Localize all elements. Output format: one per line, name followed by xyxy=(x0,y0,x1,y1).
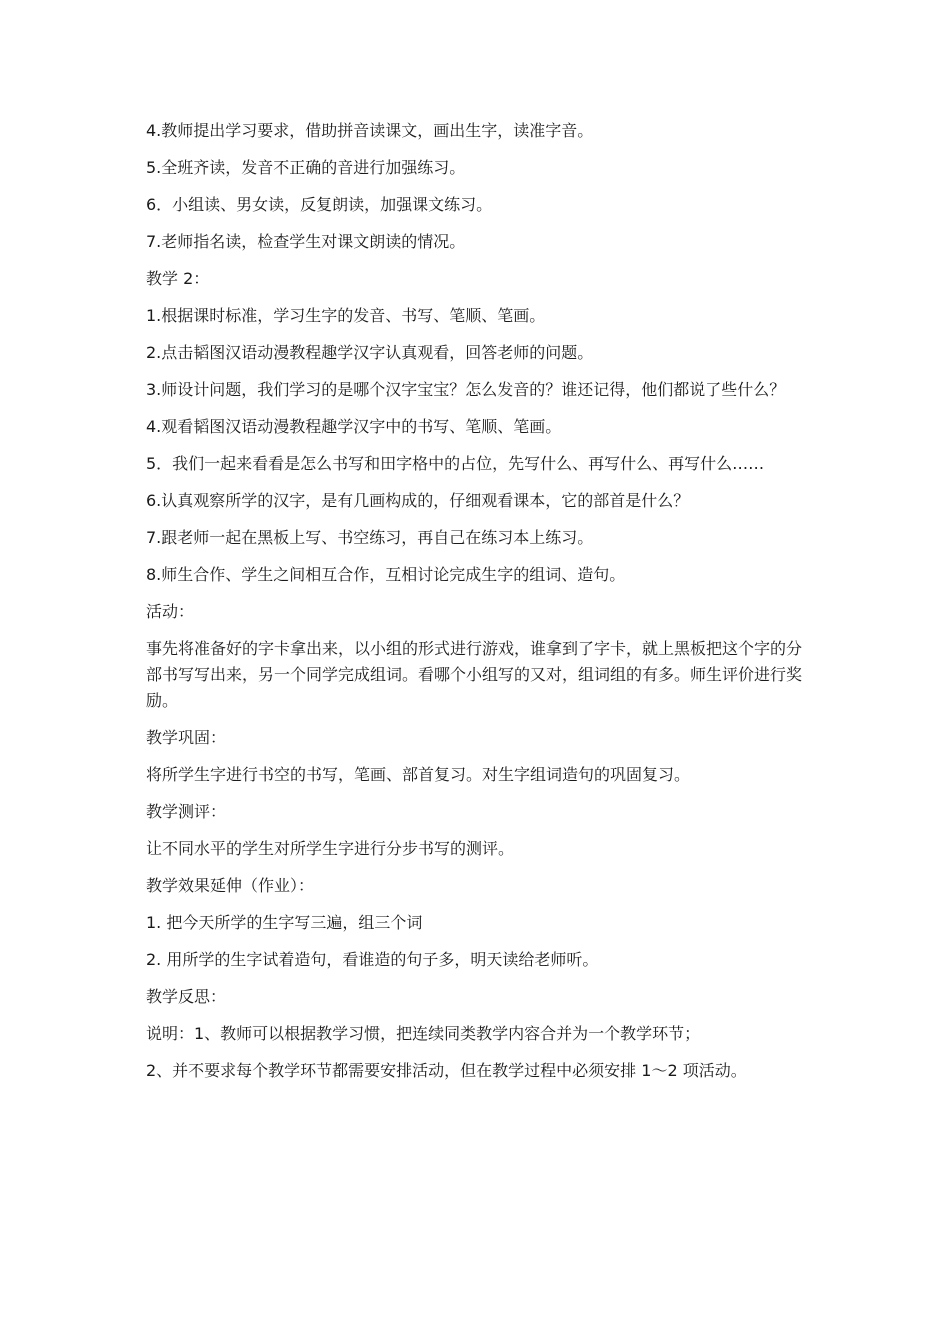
paragraph-note-2: 2、并不要求每个教学环节都需要安排活动，但在教学过程中必须安排 1～2 项活动。 xyxy=(146,1061,747,1080)
paragraph-step-4: 4.教师提出学习要求，借助拼音读课文，画出生字，读准字音。 xyxy=(146,121,594,140)
paragraph-t2-step-3: 3.师设计问题，我们学习的是哪个汉字宝宝？怎么发音的？谁还记得，他们都说了些什么？ xyxy=(146,380,786,399)
section-heading-teaching-2: 教学 2： xyxy=(146,269,210,288)
paragraph-step-7: 7.老师指名读，检查学生对课文朗读的情况。 xyxy=(146,232,466,251)
paragraph-note-1: 说明：1、教师可以根据教学习惯，把连续同类教学内容合并为一个教学环节； xyxy=(146,1024,701,1043)
paragraph-step-6: 6．小组读、男女读，反复朗读，加强课文练习。 xyxy=(146,195,493,214)
paragraph-t2-step-1: 1.根据课时标准，学习生字的发音、书写、笔顺、笔画。 xyxy=(146,306,546,325)
paragraph-t2-step-2: 2.点击韬图汉语动漫教程趣学汉字认真观看，回答老师的问题。 xyxy=(146,343,594,362)
paragraph-homework-2: 2. 用所学的生字试着造句，看谁造的句子多，明天读给老师听。 xyxy=(146,950,599,969)
section-heading-reflection: 教学反思： xyxy=(146,987,227,1006)
section-heading-homework: 教学效果延伸（作业）： xyxy=(146,876,315,895)
paragraph-t2-step-4: 4.观看韬图汉语动漫教程趣学汉字中的书写、笔顺、笔画。 xyxy=(146,417,562,436)
paragraph-step-5: 5.全班齐读，发音不正确的音进行加强练习。 xyxy=(146,158,466,177)
paragraph-consolidation: 将所学生字进行书空的书写，笔画、部首复习。对生字组词造句的巩固复习。 xyxy=(146,765,691,784)
section-heading-activity: 活动： xyxy=(146,602,195,621)
paragraph-homework-1: 1. 把今天所学的生字写三遍，组三个词 xyxy=(146,913,423,932)
paragraph-t2-step-7: 7.跟老师一起在黑板上写、书空练习，再自己在练习本上练习。 xyxy=(146,528,594,547)
section-heading-consolidation: 教学巩固： xyxy=(146,728,227,747)
paragraph-t2-step-5: 5．我们一起来看看是怎么书写和田字格中的占位，先写什么、再写什么、再写什么…… xyxy=(146,454,765,473)
paragraph-assessment: 让不同水平的学生对所学生字进行分步书写的测评。 xyxy=(146,839,515,858)
section-heading-assessment: 教学测评： xyxy=(146,802,227,821)
document-page xyxy=(146,118,810,1095)
paragraph-t2-step-8: 8.师生合作、学生之间相互合作，互相讨论完成生字的组词、造句。 xyxy=(146,565,626,584)
paragraph-t2-step-6: 6.认真观察所学的汉字，是有几画构成的，仔细观看课本，它的部首是什么？ xyxy=(146,491,690,510)
paragraph-activity: 事先将准备好的字卡拿出来，以小组的形式进行游戏，谁拿到了字卡，就上黑板把这个字的分部书写写出来，另一个同学完成组词。看哪个小组写的又对，组词组的有多。师生评价进行奖励。 xyxy=(146,639,803,710)
